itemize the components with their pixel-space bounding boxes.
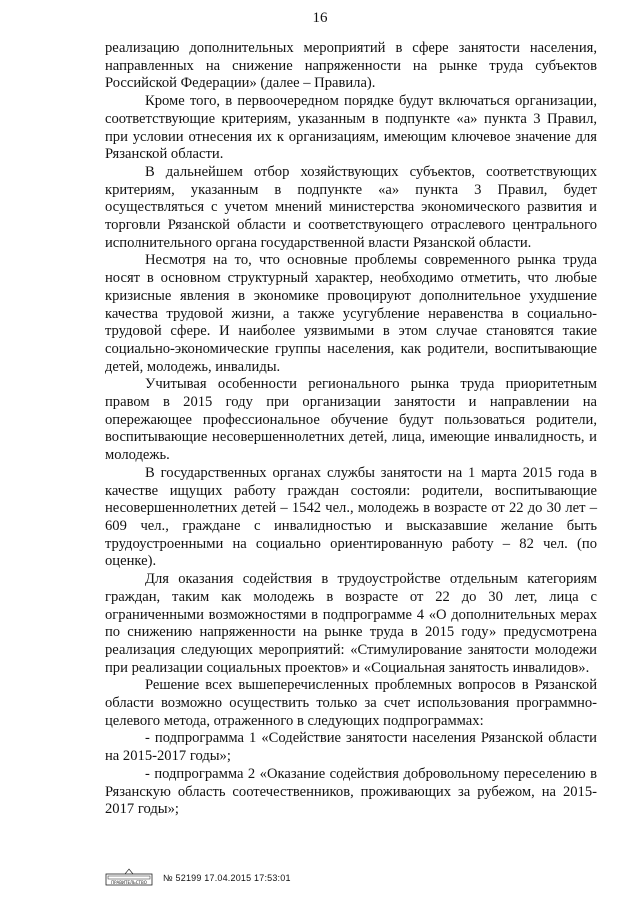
paragraph-priority-organizations: Кроме того, в первоочередном порядке будут включаться организации, соответствующие критериям, указанным в подпункте «а» пункта 3 Правил, при условии отнесения их к организациям, имеющим ключевое значение для Рязанской области. [105,93,597,163]
paragraph-solution: Решение всех вышеперечисленных проблемных вопросов в Рязанской области возможно осуществить только за счет использования программно-целевого метода, отраженного в следующих подпрограммах: [105,677,597,729]
document-footer [105,866,291,890]
paragraph-labor-market-problems: Несмотря на то, что основные проблемы современного рынка труда носят в основном структурный характер, необходимо отметить, что любые кризисные явления в экономике провоцируют дополнительное ухудшение качества трудовой жизни, а также усугубление неравенства в социально-трудовой сфере. И наиболее уязвимыми в этом случае становятся такие социально-экономические группы населения, как родители, воспитывающие детей, молодежь, инвалиды. [105,252,597,375]
document-registration-stamp: № 52199 17.04.2015 17:53:01 [163,873,291,883]
list-item-subprogram-1: - подпрограмма 1 «Содействие занятости населения Рязанской области на 2015-2017 годы»; [105,730,597,765]
paragraph-priority-groups: Учитывая особенности регионального рынка труда приоритетным правом в 2015 году при организации занятости и направлении на опережающее профессиональное обучение будут пользоваться родители, воспитывающие несовершеннолетних детей, лица, имеющие инвалидность, и молодежь. [105,376,597,464]
list-item-subprogram-2: - подпрограмма 2 «Оказание содействия добровольному переселению в Рязанскую область соотечественников, проживающих за рубежом, на 2015-2017 годы»; [105,765,597,818]
svg-text:ПРАВИТЕЛЬСТВО: ПРАВИТЕЛЬСТВО [111,880,147,885]
government-seal-icon [105,868,153,888]
paragraph-selection: В дальнейшем отбор хозяйствующих субъектов, соответствующих критериям, указанным в подпункте «а» пункта 3 Правил, будет осуществляться с учетом мнений министерства экономического развития и торговли Рязанской области и соответствующего отраслевого центрального исполнительного органа государственной власти Рязанской области. [105,163,597,251]
page-number: 16 [312,10,328,26]
document-body [105,40,597,819]
paragraph-statistics: В государственных органах службы занятости на 1 марта 2015 года в качестве ищущих работу граждан состояли: родители, воспитывающие несовершеннолетних детей – 1542 чел., молодежь в возрасте от 22 до 30 лет – 609 чел., граждане с инвалидностью и высказавшие желание быть трудоустроенными на социально ориентированную работу – 82 чел. (по оценке). [105,464,597,570]
paragraph-continuation: реализацию дополнительных мероприятий в сфере занятости населения, направленных на снижение напряженности на рынке труда субъектов Российской Федерации» (далее – Правила). [105,40,597,92]
paragraph-support-measures: Для оказания содействия в трудоустройстве отдельным категориям граждан, таким как молодежь в возрасте от 22 до 30 лет, лица с ограниченными возможностями в подпрограмме 4 «О дополнительных мерах по снижению напряженности на рынке труда в 2015 году» предусмотрена реализация следующих мероприятий: «Стимулирование занятости молодежи при реализации социальных проектов» и «Социальная занятость инвалидов». [105,571,597,676]
